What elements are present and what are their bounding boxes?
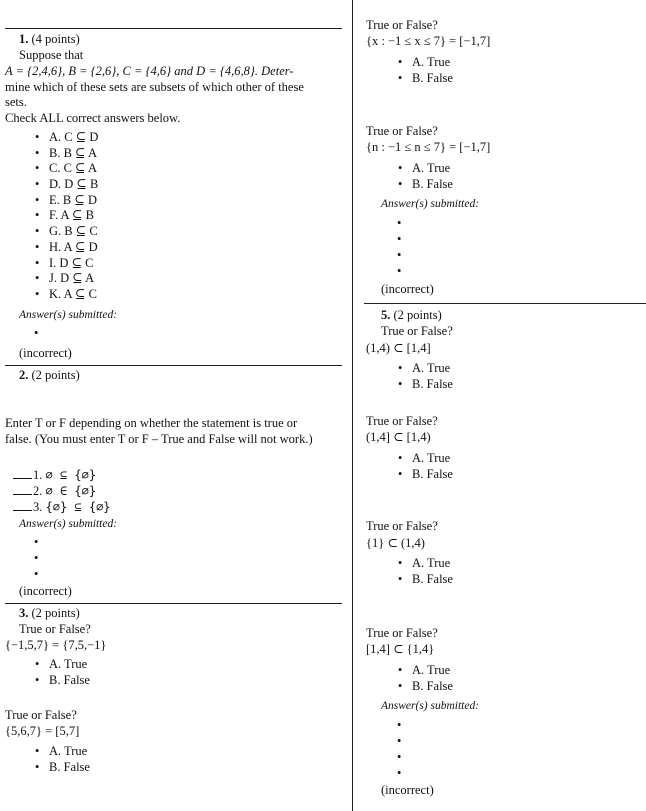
- q1-submitted-list: [5, 326, 105, 342]
- false-option[interactable]: • B. False: [364, 467, 564, 483]
- q2-result: (incorrect): [19, 584, 72, 598]
- q2-statement-row: [5, 498, 111, 514]
- q1-option[interactable]: • G. B ⊆ C: [5, 224, 205, 240]
- q5-submitted-list: [368, 718, 468, 782]
- q4-part3-expression: {x : −1 ≤ x ≤ 7} = [−1,7]: [366, 34, 491, 48]
- q1-body-line1: A = {2,4,6}, B = {2,6}, C = {4,6} and D = {4,6,8}. Deter-: [5, 64, 294, 78]
- q2-instruction-line2: false. (You must enter T or F – True and False will not work.): [5, 432, 313, 446]
- q5-part2-prompt: True or False?: [366, 414, 438, 428]
- q2-statement-number: 3.: [33, 500, 43, 514]
- q5-part3-expression: {1} ⊂ (1,4): [366, 536, 425, 550]
- submitted-answer-bullet: [368, 264, 468, 280]
- q5-number: 5.: [381, 308, 391, 322]
- q2-statement-text: ∅ ∈ {∅}: [45, 484, 97, 498]
- q4-part4-expression: {n : −1 ≤ n ≤ 7} = [−1,7]: [366, 140, 491, 154]
- q2-statement-text: ∅ ⊆ {∅}: [45, 468, 97, 482]
- q3-header: [19, 606, 80, 622]
- q5-part1-expression: (1,4) ⊂ [1,4]: [366, 341, 431, 355]
- true-option[interactable]: • A. True: [364, 361, 564, 377]
- q4-part4-prompt: True or False?: [366, 124, 438, 138]
- q3-points: (2 points): [31, 606, 80, 620]
- false-option[interactable]: • B. False: [5, 673, 205, 689]
- q1-option[interactable]: • I. D ⊆ C: [5, 256, 205, 272]
- submitted-answer-bullet: [368, 750, 468, 766]
- q3-part2-options: [5, 744, 205, 775]
- q1-result: (incorrect): [19, 346, 72, 360]
- submitted-answer-bullet: [5, 551, 105, 567]
- q2-number: 2.: [19, 368, 29, 382]
- q2-statement-text: {∅} ⊆ {∅}: [45, 500, 111, 514]
- q2-statement-number: 2.: [33, 484, 43, 498]
- q2-statements: [5, 466, 111, 514]
- true-option[interactable]: • A. True: [364, 556, 564, 572]
- q2-answer-blank[interactable]: [13, 466, 32, 479]
- q2-submitted-list: [5, 535, 105, 583]
- q2-header: [19, 368, 80, 384]
- q5-part2-expression: (1,4] ⊂ [1,4): [366, 430, 431, 444]
- false-option[interactable]: • B. False: [364, 679, 564, 695]
- q4-submitted-list: [368, 216, 468, 280]
- q5-part2-options: [364, 451, 564, 482]
- q1-option[interactable]: • H. A ⊆ D: [5, 240, 205, 256]
- true-option[interactable]: • A. True: [364, 161, 564, 177]
- q2-statement-row: [5, 482, 111, 498]
- submitted-answer-bullet: [368, 248, 468, 264]
- q2-submitted-label: Answer(s) submitted:: [19, 518, 118, 530]
- q3-number: 3.: [19, 606, 29, 620]
- q1-option[interactable]: • B. B ⊆ A: [5, 146, 205, 162]
- q5-part3-options: [364, 556, 564, 587]
- true-option[interactable]: • A. True: [5, 744, 205, 760]
- q1-body-line3: sets.: [5, 95, 27, 109]
- q2-top-rule: [5, 365, 342, 366]
- q5-part1-prompt: True or False?: [381, 324, 453, 338]
- q1-submitted-label: Answer(s) submitted:: [19, 309, 118, 321]
- q5-points: (2 points): [393, 308, 442, 322]
- q1-option[interactable]: • J. D ⊆ A: [5, 271, 205, 287]
- q3-part1-expression: {−1,5,7} = {7,5,−1}: [5, 638, 107, 652]
- false-option[interactable]: • B. False: [5, 760, 205, 776]
- q1-points: (4 points): [31, 32, 80, 46]
- submitted-answer-bullet: [368, 216, 468, 232]
- q1-option[interactable]: • D. D ⊆ B: [5, 177, 205, 193]
- q5-top-rule: [364, 303, 646, 304]
- submitted-answer-bullet: [5, 535, 105, 551]
- q3-part2-expression: {5,6,7} = [5,7]: [5, 724, 80, 738]
- q4-submitted-label: Answer(s) submitted:: [381, 198, 480, 210]
- q2-instruction-line1: Enter T or F depending on whether the statement is true or: [5, 416, 298, 430]
- submitted-answer-bullet: [5, 567, 105, 583]
- q3-part2-prompt: True or False?: [5, 708, 77, 722]
- submitted-answer-bullet: [368, 718, 468, 734]
- false-option[interactable]: • B. False: [364, 71, 564, 87]
- q4-part3-prompt: True or False?: [366, 18, 438, 32]
- q1-option[interactable]: • A. C ⊆ D: [5, 130, 205, 146]
- q5-header: [381, 308, 442, 324]
- q1-intro: Suppose that: [19, 48, 84, 62]
- false-option[interactable]: • B. False: [364, 572, 564, 588]
- true-option[interactable]: • A. True: [364, 663, 564, 679]
- false-option[interactable]: • B. False: [364, 377, 564, 393]
- q1-number: 1.: [19, 32, 29, 46]
- q2-points: (2 points): [31, 368, 80, 382]
- q2-statement-row: [5, 466, 111, 482]
- q1-header: [19, 32, 80, 48]
- true-option[interactable]: • A. True: [364, 55, 564, 71]
- q3-part1-prompt: True or False?: [19, 622, 91, 636]
- q1-instruction: Check ALL correct answers below.: [5, 111, 181, 125]
- q1-body-line2: mine which of these sets are subsets of which other of these: [5, 80, 304, 94]
- q5-submitted-label: Answer(s) submitted:: [381, 700, 480, 712]
- column-divider: [352, 0, 353, 811]
- q1-options: [5, 130, 205, 303]
- q5-part4-expression: [1,4] ⊂ {1,4}: [366, 642, 435, 656]
- false-option[interactable]: • B. False: [364, 177, 564, 193]
- q5-part4-prompt: True or False?: [366, 626, 438, 640]
- q4-result: (incorrect): [381, 282, 434, 296]
- q3-top-rule: [5, 603, 342, 604]
- submitted-answer-bullet: [368, 232, 468, 248]
- q1-option[interactable]: • K. A ⊆ C: [5, 287, 205, 303]
- q5-result: (incorrect): [381, 783, 434, 797]
- true-option[interactable]: • A. True: [5, 657, 205, 673]
- q2-statement-number: 1.: [33, 468, 43, 482]
- q1-option[interactable]: • E. B ⊆ D: [5, 193, 205, 209]
- submitted-answer-bullet: [368, 734, 468, 750]
- q5-part4-options: [364, 663, 564, 694]
- submitted-answer-bullet: [5, 326, 105, 342]
- q1-top-rule: [5, 28, 342, 29]
- true-option[interactable]: • A. True: [364, 451, 564, 467]
- q1-option[interactable]: • F. A ⊆ B: [5, 208, 205, 224]
- q5-part1-options: [364, 361, 564, 392]
- q2-answer-blank[interactable]: [13, 498, 32, 511]
- q4-part3-options: [364, 55, 564, 86]
- q4-part4-options: [364, 161, 564, 192]
- q1-option[interactable]: • C. C ⊆ A: [5, 161, 205, 177]
- q2-answer-blank[interactable]: [13, 482, 32, 495]
- q5-part3-prompt: True or False?: [366, 519, 438, 533]
- q3-part1-options: [5, 657, 205, 688]
- submitted-answer-bullet: [368, 766, 468, 782]
